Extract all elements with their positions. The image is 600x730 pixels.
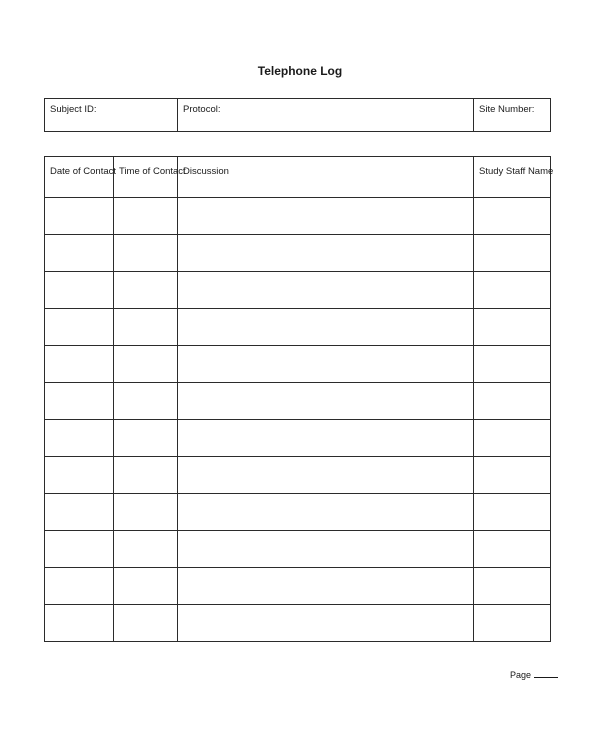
discussion-cell[interactable] xyxy=(178,531,474,568)
table-row xyxy=(45,198,551,235)
study-staff-name-cell[interactable] xyxy=(474,605,551,642)
table-row xyxy=(45,346,551,383)
date-of-contact-cell[interactable] xyxy=(45,272,114,309)
discussion-cell[interactable] xyxy=(178,568,474,605)
site-number-label: Site Number: xyxy=(479,104,535,115)
date-of-contact-cell[interactable] xyxy=(45,457,114,494)
date-of-contact-cell[interactable] xyxy=(45,605,114,642)
discussion-cell[interactable] xyxy=(178,605,474,642)
study-staff-name-cell[interactable] xyxy=(474,568,551,605)
time-of-contact-cell[interactable] xyxy=(114,346,178,383)
study-info-table xyxy=(44,98,551,132)
date-of-contact-cell[interactable] xyxy=(45,309,114,346)
time-of-contact-cell[interactable] xyxy=(114,457,178,494)
table-row xyxy=(45,568,551,605)
date-of-contact-cell[interactable] xyxy=(45,568,114,605)
time-of-contact-cell[interactable] xyxy=(114,383,178,420)
time-of-contact-cell[interactable] xyxy=(114,568,178,605)
discussion-cell[interactable] xyxy=(178,272,474,309)
discussion-cell[interactable] xyxy=(178,420,474,457)
time-of-contact-cell[interactable] xyxy=(114,198,178,235)
page-number-blank[interactable] xyxy=(534,670,558,678)
study-staff-name-cell[interactable] xyxy=(474,531,551,568)
subject-id-field[interactable] xyxy=(45,99,178,132)
table-row xyxy=(45,235,551,272)
table-header-row xyxy=(45,157,551,198)
date-of-contact-cell[interactable] xyxy=(45,198,114,235)
date-of-contact-cell[interactable] xyxy=(45,346,114,383)
discussion-cell[interactable] xyxy=(178,457,474,494)
discussion-cell[interactable] xyxy=(178,235,474,272)
column-header-discussion: Discussion xyxy=(178,157,474,198)
document-title: Telephone Log xyxy=(257,64,343,78)
time-of-contact-cell[interactable] xyxy=(114,272,178,309)
study-staff-name-cell[interactable] xyxy=(474,309,551,346)
study-staff-name-cell[interactable] xyxy=(474,383,551,420)
table-row xyxy=(45,605,551,642)
table-row xyxy=(45,531,551,568)
study-info-row xyxy=(45,99,551,132)
subject-id-label: Subject ID: xyxy=(50,104,97,115)
telephone-log-table xyxy=(44,156,554,642)
date-of-contact-cell[interactable] xyxy=(45,420,114,457)
site-number-field[interactable] xyxy=(474,99,551,132)
study-staff-name-cell[interactable] xyxy=(474,272,551,309)
discussion-cell[interactable] xyxy=(178,346,474,383)
time-of-contact-cell[interactable] xyxy=(114,531,178,568)
table-row xyxy=(45,457,551,494)
log-rows xyxy=(45,198,551,642)
column-header-time-of-contact: Time of Contact xyxy=(114,157,178,198)
table-row xyxy=(45,309,551,346)
date-of-contact-cell[interactable] xyxy=(45,235,114,272)
discussion-cell[interactable] xyxy=(178,494,474,531)
column-header-date-of-contact: Date of Contact xyxy=(45,157,114,198)
table-row xyxy=(45,494,551,531)
study-staff-name-cell[interactable] xyxy=(474,346,551,383)
time-of-contact-cell[interactable] xyxy=(114,420,178,457)
column-header-study-staff-name: Study Staff Name xyxy=(474,157,551,198)
table-row xyxy=(45,272,551,309)
protocol-field[interactable] xyxy=(178,99,474,132)
time-of-contact-cell[interactable] xyxy=(114,309,178,346)
page-footer xyxy=(510,670,558,680)
page-label: Page xyxy=(510,670,532,680)
discussion-cell[interactable] xyxy=(178,383,474,420)
date-of-contact-cell[interactable] xyxy=(45,383,114,420)
discussion-cell[interactable] xyxy=(178,309,474,346)
discussion-cell[interactable] xyxy=(178,198,474,235)
study-staff-name-cell[interactable] xyxy=(474,420,551,457)
study-staff-name-cell[interactable] xyxy=(474,235,551,272)
protocol-label: Protocol: xyxy=(183,104,221,115)
time-of-contact-cell[interactable] xyxy=(114,235,178,272)
study-staff-name-cell[interactable] xyxy=(474,198,551,235)
study-staff-name-cell[interactable] xyxy=(474,494,551,531)
time-of-contact-cell[interactable] xyxy=(114,494,178,531)
time-of-contact-cell[interactable] xyxy=(114,605,178,642)
date-of-contact-cell[interactable] xyxy=(45,494,114,531)
study-staff-name-cell[interactable] xyxy=(474,457,551,494)
table-row xyxy=(45,420,551,457)
date-of-contact-cell[interactable] xyxy=(45,531,114,568)
table-row xyxy=(45,383,551,420)
